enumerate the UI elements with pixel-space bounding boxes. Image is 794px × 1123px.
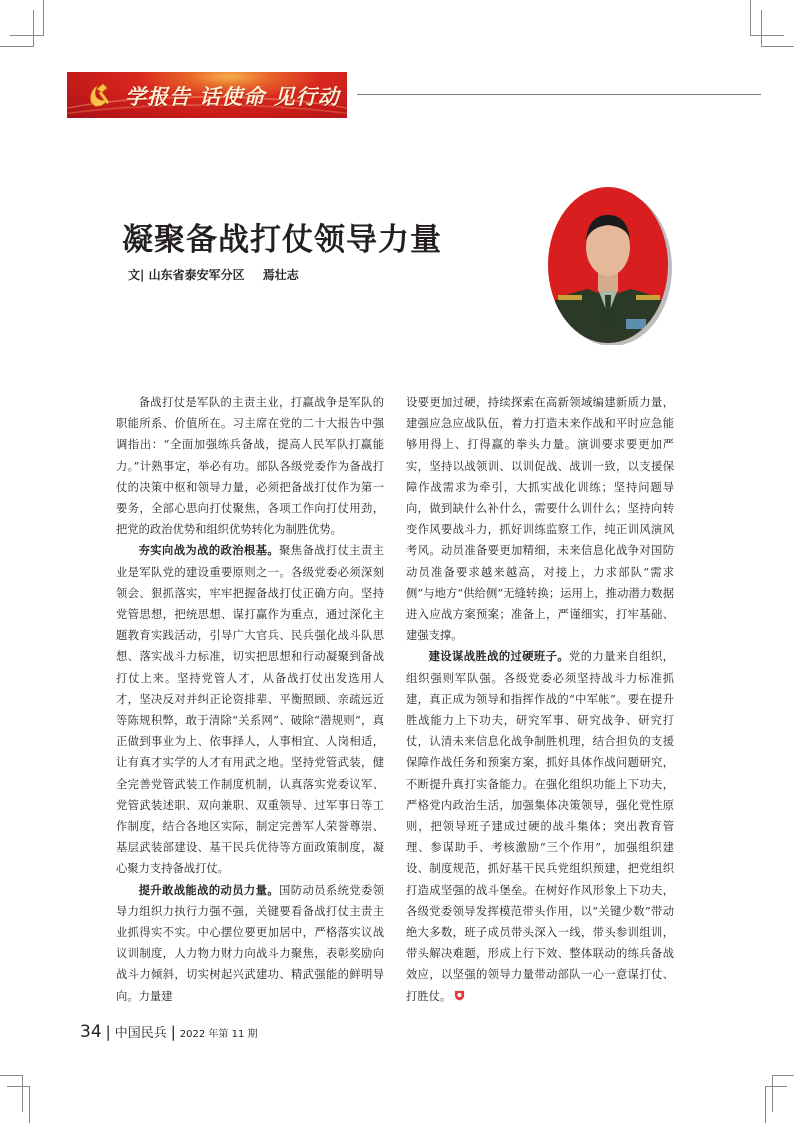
magazine-end-mark-icon xyxy=(454,990,465,1001)
byline-prefix: 文| xyxy=(128,268,145,282)
footer-separator: | xyxy=(105,1023,111,1041)
crop-mark xyxy=(765,1086,787,1087)
paragraph xyxy=(406,646,674,1006)
crop-mark xyxy=(761,46,794,47)
paragraph: 设要更加过硬，持续探索在高新领域编建新质力量，建强应急应战队伍，着力打造未来作战和平时应急能够用得上、打得赢的拳头力量。演训要求要更加严实，坚持以战领训、以训促战、战训一致，以支援保障作战需求为牵引，大抓实战化训练；坚持问题导向，做到缺什么补什么，需要什么训什么；坚持向转变作风要战斗力，抓好训练监察工作，纯正训风演风考风。动员准备要更加精细，未来信息化战争对国防动员准备要求越来越高，对接上，力求部队“需求侧”与地方“供给侧”无缝转换；运用上，推动潜力数据进入应战方案预案；准备上，严谨细实，打牢基础、建强支撑。 xyxy=(406,396,674,643)
crop-mark xyxy=(750,35,784,36)
paragraph xyxy=(116,540,384,879)
crop-mark xyxy=(765,1086,766,1123)
crop-mark xyxy=(761,10,762,47)
section-heading: 建设谋战胜战的过硬班子。 xyxy=(428,650,570,664)
column-banner xyxy=(67,72,347,118)
crop-mark xyxy=(7,1086,29,1087)
section-heading: 夯实向战为战的政治根基。 xyxy=(138,544,280,558)
crop-mark xyxy=(772,1075,773,1112)
paragraph-text: 国防动员系统党委领导力组织力执行力强不强，关键要看备战打仗主责主业抓得实不实。中心摆位要更加居中，严格落实议战议训制度，人力物力财力向战斗力聚焦，表彰奖励向战斗力倾斜，切实树起兴武建功、精武强能的鲜明导向。力量建 xyxy=(116,883,384,1003)
article-title: 凝聚备战打仗领导力量 xyxy=(122,222,442,258)
magazine-name: 中国民兵 xyxy=(114,1026,167,1041)
byline xyxy=(128,266,299,283)
crop-mark xyxy=(29,1086,30,1123)
crop-mark xyxy=(43,0,44,35)
byline-unit: 山东省泰安军分区 xyxy=(148,268,245,282)
paragraph xyxy=(116,880,384,1007)
header-rule xyxy=(357,94,761,95)
crop-mark xyxy=(0,46,34,47)
article-column-right xyxy=(406,392,674,1007)
page-footer xyxy=(80,1022,258,1045)
issue-number: 2022 年第 11 期 xyxy=(179,1029,258,1040)
byline-author: 焉壮志 xyxy=(262,268,299,282)
crop-mark xyxy=(22,1075,23,1112)
page-number: 34 xyxy=(80,1022,102,1042)
author-portrait-icon xyxy=(548,185,672,345)
crop-mark xyxy=(750,0,751,35)
party-emblem-icon xyxy=(85,80,115,110)
banner-slogan: 学报告 话使命 见行动 xyxy=(125,85,340,109)
footer-separator: | xyxy=(170,1023,176,1041)
paragraph-text: 党的力量来自组织，组织强则军队强。各级党委必须坚持战斗力标准抓建，真正成为领导和指挥作战的“中军帐”。要在提升胜战能力上下功夫，研究军事、研究战争、研究打仗，认清未来信息化战争制胜机理，结合担负的支援保障作战任务和预案方案，抓好具体作战问题研究，不断提升真打实备能力。在强化组织功能上下功夫，严格党内政治生活，加强集体决策领导，强化党性原则，把领导班子建成过硬的战斗集体；突出教育管理、参谋助手、考核激励“三个作用”，加强组织建设、制度规范，抓好基干民兵党组织预建，把党组织打造成坚强的战斗堡垒。在树好作风形象上下功夫，各级党委领导发挥模范带头作用，以“关键少数”带动绝大多数，班子成员带头深入一线，带头参训组训，带头解决难题，形成上行下效、整体联动的练兵备战效应，以坚强的领导力量带动部队一心一意谋打仗、打胜仗。 xyxy=(406,650,674,1003)
crop-mark xyxy=(0,1075,22,1076)
section-heading: 提升敢战能战的动员力量。 xyxy=(138,883,280,897)
article-column-left xyxy=(116,392,384,1007)
paragraph-text: 聚焦备战打仗主责主业是军队党的建设重要原则之一。各级党委必须深刻领会、狠抓落实，牢牢把握备战打仗正确方向。坚持党管思想，把统思想、谋打赢作为重点，通过深化主题教育实践活动，引导广大官兵、民兵强化战斗队思想、落实战斗力标准，切实把思想和行动凝聚到备战打仗上来。坚持党管人才，从备战打仗出发选用人才，坚决反对并纠正论资排辈、平衡照顾、亲疏远近等陈规积弊，敢于清除“关系网”、破除“潜规则”，真正做到事业为上、依事择人，人事相宜、人岗相适，让有真才实学的人才有用武之地。坚持党管武装，健全完善党管武装工作制度机制，认真落实党委议军、党管武装述职、双向兼职、双重领导、过军事日等工作制度，结合各地区实际，制定完善军人荣誉尊崇、基层武装部建设、基干民兵优待等方面政策制度，凝心聚力支持备战打仗。 xyxy=(116,544,384,876)
paragraph: 备战打仗是军队的主责主业，打赢战争是军队的职能所系、价值所在。习主席在党的二十大报告中强调指出：“全面加强练兵备战，提高人民军队打赢能力。”计熟事定，举必有功。部队各级党委作为备战打仗的决策中枢和领导力量，必须把备战打仗作为第一要务，全部心思向打仗聚焦，各项工作向打仗用劲，把党的政治优势和组织优势转化为制胜优势。 xyxy=(116,396,384,537)
crop-mark xyxy=(33,10,34,47)
crop-mark xyxy=(10,35,44,36)
crop-mark xyxy=(772,1075,794,1076)
